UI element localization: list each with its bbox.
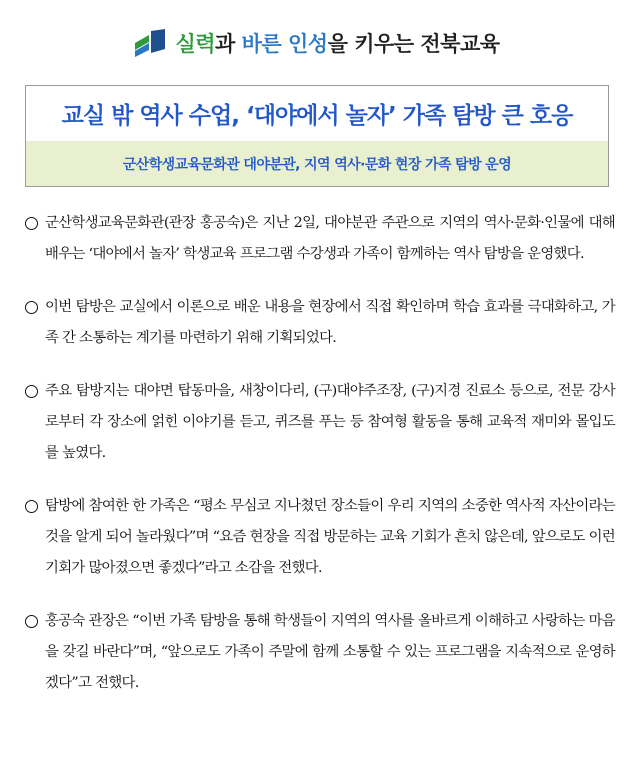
slogan-rest: 을 키우는 전북교육 — [327, 32, 500, 56]
paragraph — [25, 491, 615, 584]
circle-bullet-icon — [25, 500, 38, 513]
headline-area — [26, 86, 608, 141]
paragraph — [25, 606, 615, 699]
paragraph — [25, 376, 615, 469]
circle-bullet-icon — [25, 385, 38, 398]
circle-bullet-icon — [25, 615, 38, 628]
header — [0, 18, 635, 68]
subheadline-area — [26, 141, 608, 186]
paragraph-text: 탐방에 참여한 한 가족은 “평소 무심코 지나쳤던 장소들이 우리 지역의 소중한 역사적 자산이라는 것을 알게 되어 놀라웠다”며 “요즘 현장을 직접 방문하는 교육 기회가 흔치 않은데, 앞으로도 이런 기회가 많아졌으면 좋겠다”라고 소감을 전했다. — [45, 498, 615, 576]
paragraph-text: 홍공숙 관장은 “이번 가족 탐방을 통해 학생들이 지역의 역사를 올바르게 이해하고 사랑하는 마음을 갖길 바란다”며, “앞으로도 가족이 주말에 함께 소통할 수 있는 프로그램을 지속적으로 운영하겠다”고 전했다. — [45, 613, 615, 691]
headline: 교실 밖 역사 수업, ‘대야에서 놀자’ 가족 탐방 큰 호응 — [61, 103, 573, 129]
subheadline: 군산학생교육문화관 대야분관, 지역 역사·문화 현장 가족 탐방 운영 — [122, 156, 512, 173]
paragraph-text: 군산학생교육문화관(관장 홍공숙)은 지난 2일, 대야분관 주관으로 지역의 역사·문화·인물에 대해 배우는 ‘대야에서 놀자’ 학생교육 프로그램 수강생과 가족이 함께하는 역사 탐방을 운영했다. — [45, 215, 615, 262]
title-box — [25, 85, 609, 187]
slogan-ability: 실력 — [175, 32, 216, 56]
paragraph — [25, 292, 615, 354]
slogan-character: 바른 인성 — [241, 32, 328, 56]
paragraph — [25, 208, 615, 270]
slogan — [175, 28, 499, 58]
slogan-and: 과 — [215, 32, 242, 56]
paragraph-text: 주요 탐방지는 대야면 탑동마을, 새창이다리, (구)대야주조장, (구)지경 진료소 등으로, 전문 강사로부터 각 장소에 얽힌 이야기를 듣고, 퀴즈를 푸는 등 참여형 활동을 통해 교육적 재미와 몰입도를 높였다. — [45, 383, 615, 461]
circle-bullet-icon — [25, 217, 38, 230]
jeonbuk-education-logo-icon — [135, 29, 165, 57]
paragraph-text: 이번 탐방은 교실에서 이론으로 배운 내용을 현장에서 직접 확인하며 학습 효과를 극대화하고, 가족 간 소통하는 계기를 마련하기 위해 기획되었다. — [45, 299, 615, 346]
circle-bullet-icon — [25, 301, 38, 314]
article-body — [25, 208, 615, 721]
